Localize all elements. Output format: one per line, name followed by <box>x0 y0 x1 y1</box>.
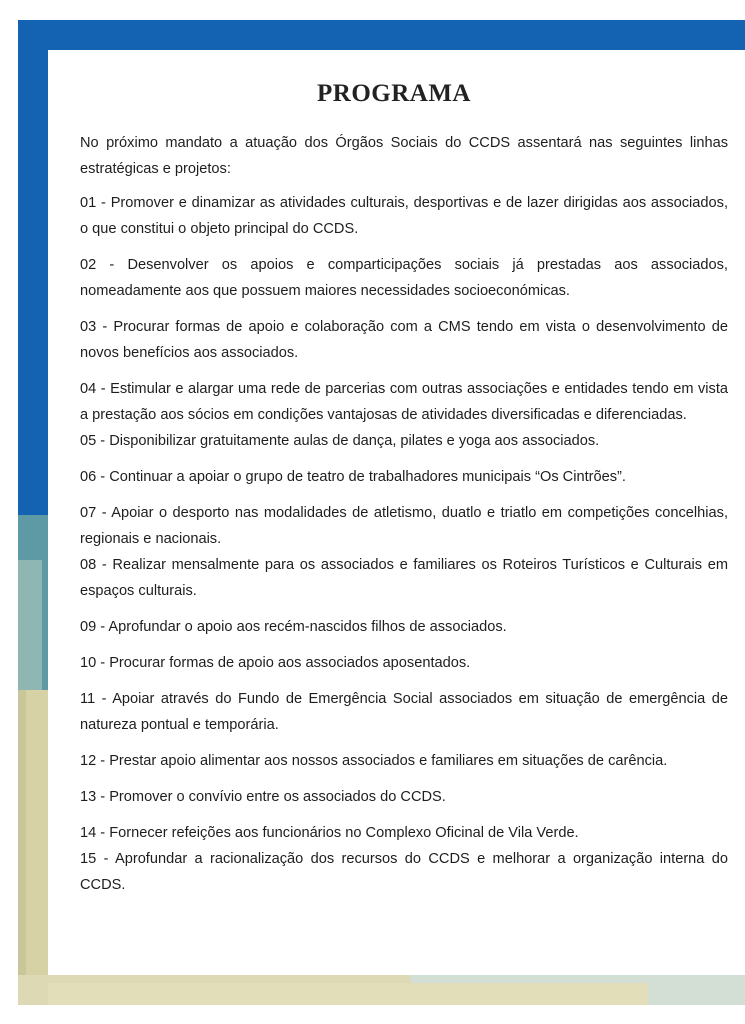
frame-top-bar <box>18 20 745 50</box>
list-item-15: 15 - Aprofundar a racionalização dos recursos do CCDS e melhorar a organização interna do CCDS. <box>80 851 728 893</box>
frame-left-accent-inner <box>18 560 42 690</box>
list-item-11: 11 - Apoiar através do Fundo de Emergência Social associados em situação de emergência de natureza pontual e temporária. <box>80 691 728 733</box>
frame-bottom-inner <box>48 983 648 1005</box>
list-item-07: 07 - Apoiar o desporto nas modalidades de atletismo, duatlo e triatlo em competições concelhias, regionais e nacionais. <box>80 505 728 547</box>
list-item-12: 12 - Prestar apoio alimentar aos nossos associados e familiares em situações de carência. <box>80 753 668 769</box>
list-item-02: 02 - Desenvolver os apoios e comparticipações sociais já prestadas aos associados, nomeadamente aos que possuem maiores necessidades socioeconómicas. <box>80 257 728 299</box>
document-body <box>80 130 728 898</box>
frame-left-lower-edge <box>18 690 26 990</box>
list-item-10: 10 - Procurar formas de apoio aos associados aposentados. <box>80 655 471 671</box>
list-item-06: 06 - Continuar a apoiar o grupo de teatro de trabalhadores municipais “Os Cintrões”. <box>80 469 626 485</box>
list-item-13: 13 - Promover o convívio entre os associados do CCDS. <box>80 789 446 805</box>
list-item-04: 04 - Estimular e alargar uma rede de parcerias com outras associações e entidades tendo em vista a prestação aos sócios em condições vantajosas de atividades diversificadas e diferenciadas. <box>80 381 728 423</box>
list-item-05: 05 - Disponibilizar gratuitamente aulas de dança, pilates e yoga aos associados. <box>80 433 600 449</box>
list-item-03: 03 - Procurar formas de apoio e colaboração com a CMS tendo em vista o desenvolvimento de novos benefícios aos associados. <box>80 319 728 361</box>
list-item-08: 08 - Realizar mensalmente para os associados e familiares os Roteiros Turísticos e Culturais em espaços culturais. <box>80 557 728 599</box>
list-item-14: 14 - Fornecer refeições aos funcionários no Complexo Oficinal de Vila Verde. <box>80 825 579 841</box>
list-item-01: 01 - Promover e dinamizar as atividades culturais, desportivas e de lazer dirigidas aos associados, o que constitui o objeto principal do CCDS. <box>80 195 728 237</box>
page-title: PROGRAMA <box>317 80 471 107</box>
intro-paragraph: No próximo mandato a atuação dos Órgãos Sociais do CCDS assentará nas seguintes linhas estratégicas e projetos: <box>80 135 728 177</box>
list-item-09: 09 - Aprofundar o apoio aos recém-nascidos filhos de associados. <box>80 619 507 635</box>
